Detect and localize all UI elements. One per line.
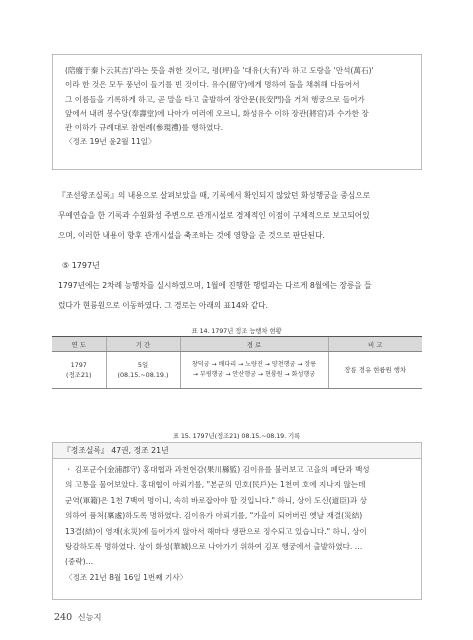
section-heading: ⑤ 1797년 — [62, 261, 100, 270]
cell-note: 장릉 경유 현륭원 행차 — [328, 352, 422, 389]
page-number: 240 — [54, 612, 73, 623]
quote-line: 그 이름들을 기록하게 하고, 곧 말을 타고 출발하여 장안문(長安門)을 거쳐 행궁으로 들어가 — [65, 94, 365, 104]
quote-line: 탕감하도록 명하였다. 상이 화성(華城)으로 나아가기 위하여 김포 행궁에서 출발하였다. … — [65, 542, 363, 552]
paragraph-line: 으며, 이러한 내용이 향후 관개시설을 축조하는 것에 영향을 준 것으로 판단된다. — [58, 231, 325, 240]
quote-line: ㆍ 김포군수(金浦郡守) 홍대협과 과천현감(果川縣監) 김이유를 불러보고 고을의 폐단과 백성 — [65, 465, 370, 474]
body-paragraph-1 — [58, 186, 430, 246]
quote-line: 의하여 품처(稟處)하도록 명하였다. 김이유가 아뢰기를, "가을이 되어버린 옛날 재결(災結) — [65, 511, 363, 521]
column-header-period: 기 간 — [106, 337, 180, 352]
quote-line: 관 이하가 규례대로 참현례(參現禮)를 행하였다. — [65, 123, 224, 133]
quote-citation: 〈정조 21년 8월 16일 1번째 기사〉 — [65, 572, 188, 582]
paragraph-line: 『조선왕조실록』의 내용으로 살펴보았을 때, 기록에서 확인되지 않았던 화성행궁을 중심으로 — [58, 191, 371, 200]
cell-line: 창덕궁 → 배다리 → 노량진 → 양천행궁 → 장릉 — [191, 361, 317, 368]
column-header-route: 경 로 — [180, 337, 328, 352]
page-footer — [54, 612, 101, 623]
body-paragraph-2 — [58, 276, 430, 316]
quote-line: 의 고통을 물어보았다. 홍대협이 아뢰기를, "본군의 민호(民戶)는 1천여 호에 지나지 않는데 — [65, 480, 366, 490]
quote-box-title: 『정조실록』 47권, 정조 21년 — [53, 443, 421, 459]
column-header-year: 연 도 — [52, 337, 106, 352]
quote-line: 이라 한 것은 모두 풍년이 들기를 빈 것이다. 유수(留守)에게 명하여 돌을 채취해 다듬어서 — [65, 80, 360, 90]
quote-citation: 〈정조 19년 윤2월 11일〉 — [65, 137, 156, 147]
book-title: 신능지 — [77, 612, 102, 622]
quote-box-jeongjo-sillok — [52, 442, 422, 600]
table-15-caption: 표 15. 1797년(정조21) 08.15.~08.19. 기록 — [172, 432, 301, 440]
cell-line: 5일 — [137, 361, 149, 369]
quote-box-annals-excerpt — [52, 54, 422, 170]
cell-period — [106, 352, 180, 389]
table-row — [52, 352, 422, 389]
column-header-note: 비 고 — [328, 337, 422, 352]
paragraph-line: 1797년에는 2차례 능행차를 실시하였으며, 1월에 진행한 행렬과는 다르게 8월에는 장릉을 들 — [58, 281, 372, 290]
paragraph-line: 무예연습을 한 기록과 수원화성 주변으로 관개시설로 경제적인 이점이 구체적으로 보고되어있 — [58, 211, 370, 220]
cell-line: → 부평행궁 → 안산행궁 → 현륭원 → 화성행궁 — [192, 371, 316, 378]
cell-line: (정조21) — [66, 371, 92, 379]
table-header-row — [52, 337, 422, 352]
cell-year — [52, 352, 106, 389]
quote-line: (陪廢于秦卜云其吉)'라는 뜻을 취한 것이고, 평(坪)을 '대유(大有)'라 하고 도랑을 '만석(萬石)' — [65, 66, 374, 75]
cell-line: (08.15.~08.19.) — [117, 371, 169, 379]
table-14-caption: 표 14. 1797년 정조 능행차 현황 — [191, 327, 282, 335]
quote-line: 13결(結)이 영재(永災)에 들어가지 않아서 해마다 생판으로 징수되고 있습니다." 하니, 상이 — [65, 526, 367, 536]
table-14 — [52, 336, 422, 389]
cell-line: 1797 — [70, 361, 87, 369]
cell-route — [180, 352, 328, 389]
quote-line: 앞에서 내려 봉수당(奉壽堂)에 나아가 여러에 오르니, 화성유수 이하 장관(將官)과 수가한 장 — [65, 108, 369, 118]
quote-line: 군역(軍籍)은 1천 7백여 명이니, 속히 바로잡아야 할 것입니다." 하니, 상이 도신(道臣)과 상 — [65, 495, 367, 505]
paragraph-line: 렀다가 현륭원으로 이동하였다. 그 경로는 아래의 표14와 같다. — [58, 301, 269, 310]
quote-line: (중략)… — [65, 557, 94, 567]
quote-box-body — [53, 459, 421, 585]
